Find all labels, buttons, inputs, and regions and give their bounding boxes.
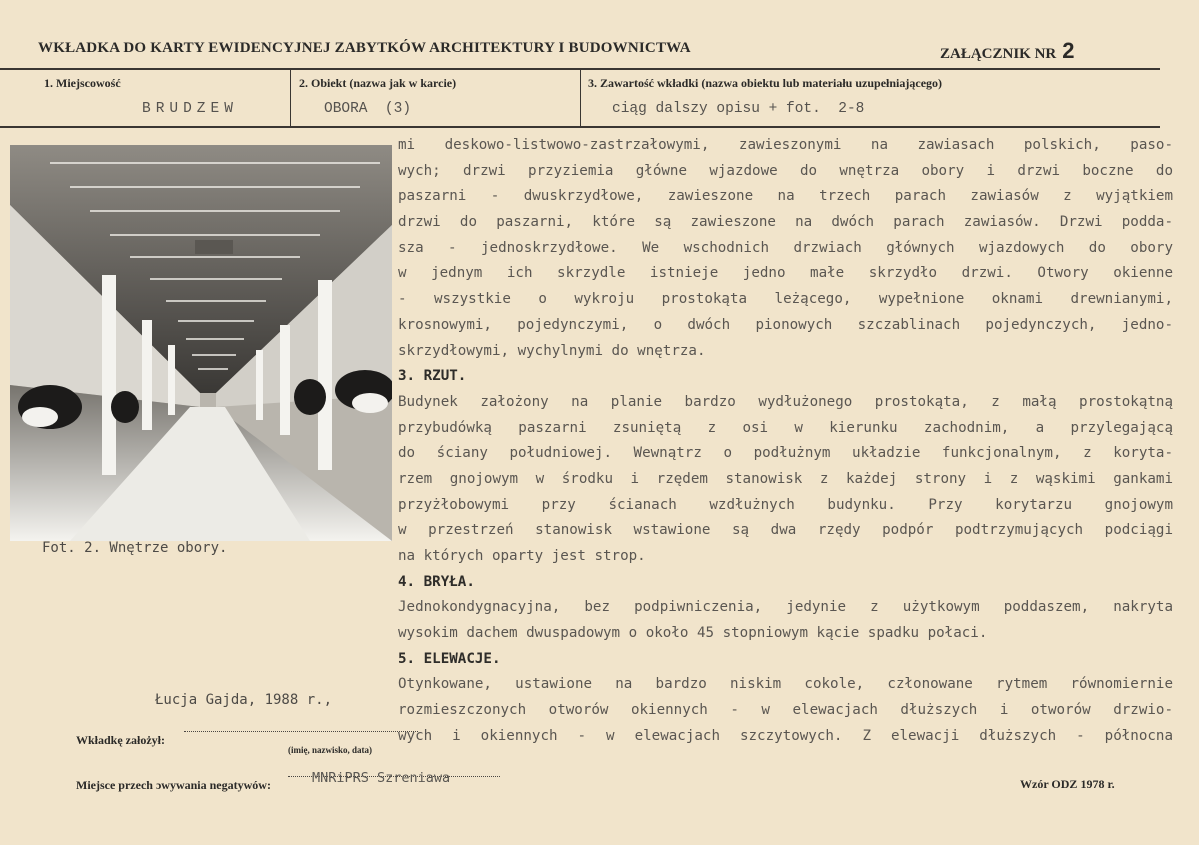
text-line: Jednokondygnacyjna, bez podpiwniczenia, jedynie z użytkowym poddaszem, nakryta [398,599,1173,616]
section-heading-elewacje: 5. ELEWACJE. [398,650,501,667]
field-divider [580,70,581,126]
founder-dotted-line [184,731,418,732]
field-1-value: BRUDZEW [142,101,238,117]
description-text [398,133,1173,750]
text-line: wych i okiennych - w elewacjach szczytowych. Z elewacji dłuższych - północna [398,727,1173,744]
text-line: do ściany południowej. Wewnątrz o podłużnym układzie funkcjonalnym, z koryta- [398,445,1173,462]
text-line: Budynek założony na planie bardzo wydłużonego prostokąta, z małą prostokątną [398,393,1173,410]
annex-number: 2 [1062,38,1075,63]
text-line: drzwi do paszarni, które są zawieszone na dwóch parach zawiasów. Drzwi podda- [398,214,1173,231]
text-line: skrzydłowymi, wychylnymi do wnętrza. [398,342,706,359]
text-line: przybudówką paszarni zsuniętą z osi w kierunku zachodnim, a przylegającą [398,419,1173,436]
annex-label-text: ZAŁĄCZNIK NR [940,46,1057,62]
annex-label [940,38,1075,64]
form-version: Wzór ODZ 1978 r. [1020,777,1115,791]
text-line: krosnowymi, pojedynczymi, o dwóch pionowych szczablinach pojedynczych, jedno- [398,316,1173,333]
text-line: paszarni - dwuskrzydłowe, zawieszone na trzech parach zawiasów z wyjątkiem [398,188,1173,205]
field-divider [290,70,291,126]
text-line: w jednym ich skrzydle istnieje jedno małe skrzydło drzwi. Otwory okienne [398,265,1173,282]
form-title: WKŁADKA DO KARTY EWIDENCYJNEJ ZABYTKÓW ARCHITEKTURY I BUDOWNICTWA [38,40,691,56]
text-line: w przestrzeń stanowisk wstawione są dwa rzędy podpór podtrzymujących podciągi [398,522,1173,539]
text-line: Otynkowane, ustawione na bardzo niskim cokole, członowane rytmem równomiernie [398,676,1173,693]
text-line: sza - jednoskrzydłowe. We wschodnich drzwiach głównych wjazdowych do obory [398,239,1173,256]
text-line: mi deskowo-listwowo-zastrzałowymi, zawieszonymi na zawiasach polskich, paso- [398,137,1173,153]
barn-interior-image [10,145,392,541]
text-line: rozmieszczonych otworów okiennych - w elewacjach dłuższych i otworów drzwio- [398,702,1173,719]
text-line: wych; drzwi przyziemia główne wjazdowe do wnętrza obory i drzwi boczne do [398,162,1173,179]
negatives-label: Miejsce przech ɔwywania negatywów: [76,778,271,792]
founder-label: Wkładkę założył: [76,733,165,747]
header-bottom-rule [0,126,1160,128]
field-3-label: 3. Zawartość wkładki (nazwa obiektu lub materiału uzupełniającego) [588,76,943,90]
field-1-label: 1. Miejscowość [44,76,121,90]
photo-caption: Fot. 2. Wnętrze obory. [42,540,228,556]
field-2-label: 2. Obiekt (nazwa jak w karcie) [299,76,457,90]
text-line: wysokim dachem dwuspadowym o około 45 stopniowym kącie spadku połaci. [398,625,988,642]
field-3-value: ciąg dalszy opisu + fot. 2-8 [612,101,865,117]
section-heading-rzut: 3. RZUT. [398,368,467,385]
section-heading-bryla: 4. BRYŁA. [398,573,475,590]
text-line: rzem gnojowym w środku i rzędem stanowisk z każdej strony i z wąskimi gankami [398,470,1173,487]
text-line: przyżłobowymi przy ścianach wzdłużnych budynku. Przy korytarzu gnojowym [398,496,1173,513]
barn-interior-photo [10,145,392,541]
text-line: - wszystkie o wykroju prostokąta leżącego, wypełnione oknami drewnianymi, [398,291,1173,308]
signature-hint: (imię, nazwisko, data) [288,745,372,755]
author-date: Łucja Gajda, 1988 r., [155,692,333,708]
text-line: na których oparty jest strop. [398,548,646,564]
field-2-value: OBORA (3) [324,101,412,117]
negatives-location: MNRiPRS Szreniawa [312,770,451,786]
